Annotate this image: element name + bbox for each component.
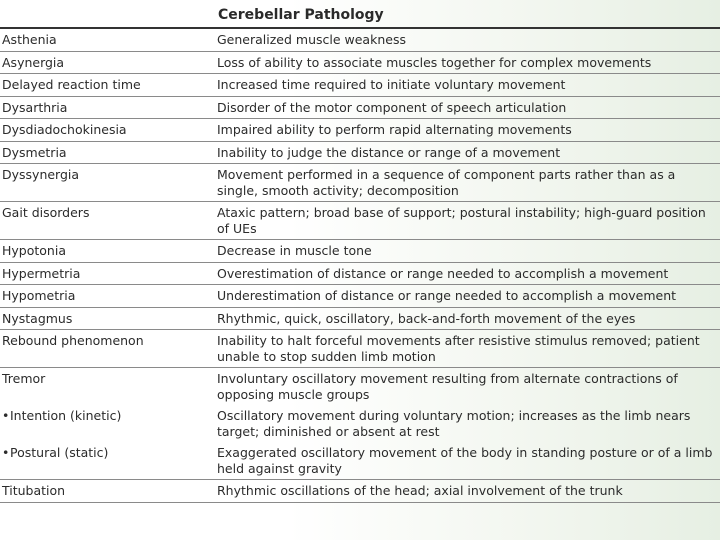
table-row [0, 202, 720, 240]
row-definition: Underestimation of distance or range needed to accomplish a movement [214, 285, 720, 308]
row-definition: Oscillatory movement during voluntary motion; increases as the limb nears target; diminished or absent at rest [217, 408, 691, 439]
row-term: Gait disorders [0, 202, 214, 240]
row-term: Asthenia [0, 29, 214, 51]
row-term: Hypometria [0, 285, 214, 308]
table-row [0, 480, 720, 503]
row-term: Hypermetria [0, 262, 214, 285]
pathology-table [0, 29, 720, 503]
row-term: Delayed reaction time [0, 74, 214, 97]
row-term: Dysdiadochokinesia [0, 119, 214, 142]
row-definition: Rhythmic oscillations of the head; axial involvement of the trunk [214, 480, 720, 503]
table-row [0, 141, 720, 164]
table-row [0, 164, 720, 202]
row-term: Postural (static) [10, 445, 109, 460]
row-term: Asynergia [0, 51, 214, 74]
table-row [0, 405, 720, 442]
row-definition: Increased time required to initiate voluntary movement [214, 74, 720, 97]
row-definition: Impaired ability to perform rapid alternating movements [214, 119, 720, 142]
bullet-marker: • [2, 445, 10, 460]
bullet-marker: • [2, 408, 10, 423]
row-definition: Loss of ability to associate muscles together for complex movements [214, 51, 720, 74]
row-definition: Movement performed in a sequence of component parts rather than as a single, smooth activity; decomposition [214, 164, 720, 202]
row-definition: Exaggerated oscillatory movement of the body in standing posture or of a limb held against gravity [214, 442, 720, 480]
table-row [0, 96, 720, 119]
row-term: Dysarthria [0, 96, 214, 119]
row-subterm [0, 405, 214, 442]
table-row [0, 307, 720, 330]
table-row [0, 262, 720, 285]
row-term: Intention (kinetic) [10, 408, 122, 423]
table-row [0, 240, 720, 263]
table-title: Cerebellar Pathology [218, 7, 384, 23]
table-row [0, 442, 720, 480]
row-term: Titubation [0, 480, 214, 503]
row-definition: Ataxic pattern; broad base of support; postural instability; high-guard position of UEs [214, 202, 720, 240]
row-subterm [0, 442, 214, 480]
table-row [0, 74, 720, 97]
table-row [0, 285, 720, 308]
row-definition: Disorder of the motor component of speech articulation [214, 96, 720, 119]
row-definition: Generalized muscle weakness [214, 29, 720, 51]
row-term: Dysmetria [0, 141, 214, 164]
row-definition: Decrease in muscle tone [214, 240, 720, 263]
table-row [0, 368, 720, 406]
table-row [0, 119, 720, 142]
row-definition: Rhythmic, quick, oscillatory, back-and-forth movement of the eyes [214, 307, 720, 330]
table-row [0, 330, 720, 368]
table-row [0, 29, 720, 51]
row-definition: Inability to halt forceful movements after resistive stimulus removed; patient unable to stop sudden limb motion [214, 330, 720, 368]
row-definition: Overestimation of distance or range needed to accomplish a movement [214, 262, 720, 285]
row-term: Nystagmus [0, 307, 214, 330]
row-term: Rebound phenomenon [0, 330, 214, 368]
row-term: Dyssynergia [0, 164, 214, 202]
row-term: Tremor [2, 371, 46, 386]
row-definition: Involuntary oscillatory movement resulting from alternate contractions of opposing muscle groups [217, 371, 678, 402]
row-definition: Inability to judge the distance or range of a movement [214, 141, 720, 164]
table-row [0, 51, 720, 74]
row-term: Hypotonia [0, 240, 214, 263]
